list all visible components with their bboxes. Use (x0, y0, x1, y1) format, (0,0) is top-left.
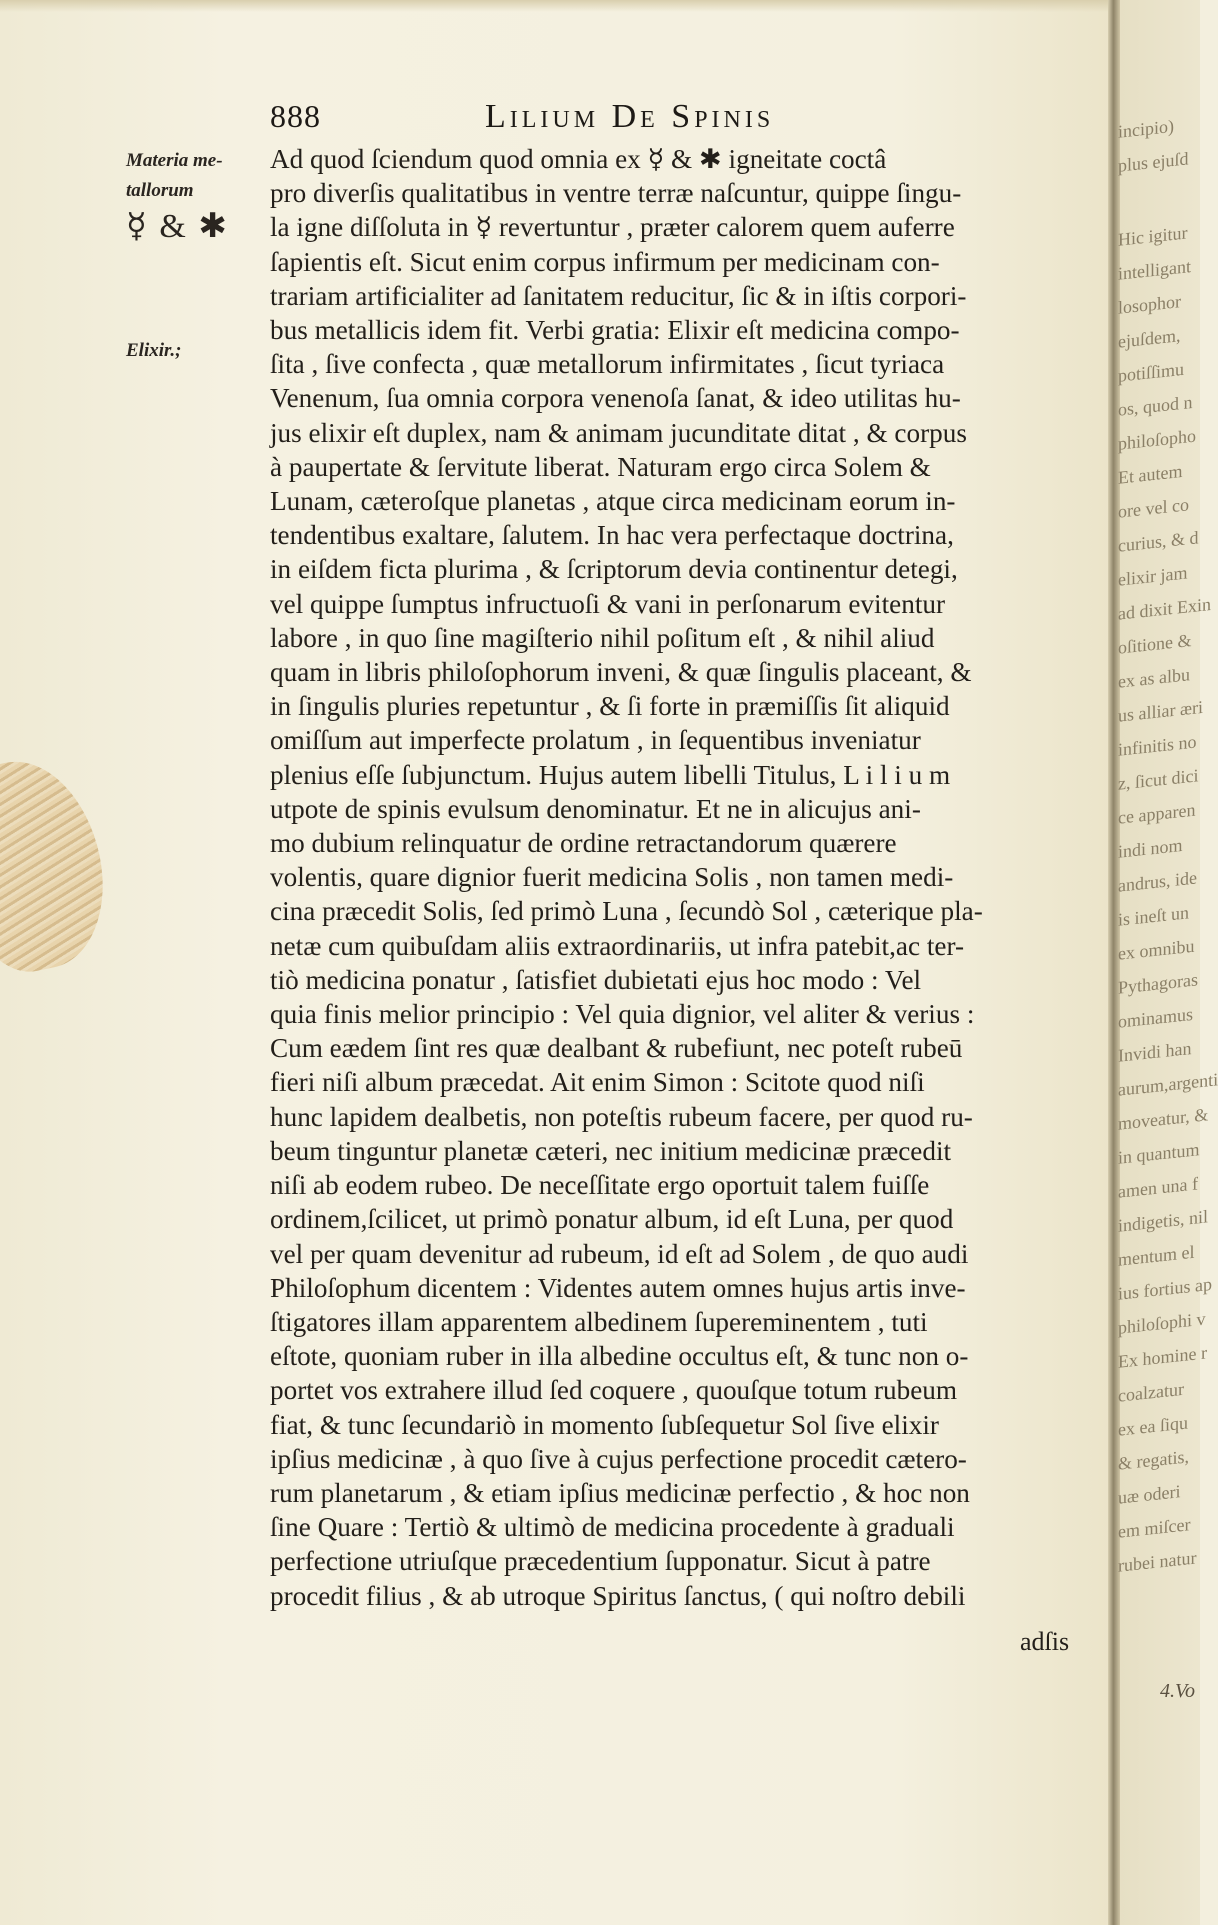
text-line: tiò medicina ponatur , ſatisfiet dubietati ejus hoc modo : Vel (270, 964, 922, 995)
bleed-line: ex as albu (1118, 664, 1190, 692)
bleed-line: aurum,argenti (1118, 1069, 1218, 1100)
bleed-line: ore vel co (1118, 494, 1189, 522)
bleed-line: ex ea ſiqu (1118, 1412, 1188, 1440)
margin-note-elixir: Elixir.; (126, 340, 182, 361)
bleed-line: is ineſt un (1118, 902, 1189, 930)
text-line: Philoſophum dicentem : Videntes autem omnes hujus artis inve- (270, 1272, 966, 1303)
bleed-line: philoſophi v (1118, 1308, 1206, 1338)
margin-note-materia: Materia me- (126, 150, 223, 171)
adjacent-page-text (1118, 110, 1218, 1578)
bleed-line: losophor (1118, 291, 1181, 318)
page-top-shadow (0, 0, 1115, 12)
text-line: pro diverſis qualitatibus in ventre terræ naſcuntur, quippe ſingu- (270, 178, 962, 209)
bleed-line: oſitione & (1118, 630, 1192, 658)
bleed-line: Pythagoras (1118, 969, 1198, 998)
margin-note-symbols: ☿ & ✱ (126, 208, 229, 245)
page-number: 888 (270, 98, 321, 134)
bleed-line: rubei natur (1118, 1547, 1197, 1576)
text-line: eſtote, quoniam ruber in illa albedine occultus eſt, & tunc non o- (270, 1341, 969, 1372)
bleed-line: intelligant (1118, 256, 1191, 284)
text-line: niſi ab eodem rubeo. De neceſſitate ergo oportuit talem fuiſſe (270, 1170, 930, 1201)
bleed-line: Et autem (1118, 460, 1183, 488)
bleed-line: ominamus (1118, 1003, 1193, 1032)
text-line: vel per quam devenitur ad rubeum, id eſt ad Solem , de quo audi (270, 1238, 969, 1269)
bleed-line: potiſſimu (1118, 358, 1185, 386)
bleed-line: ce apparen (1118, 799, 1196, 828)
text-line: Ad quod ſciendum quod omnia ex ☿ & ✱ igneitate coctâ (270, 144, 887, 174)
text-line: rum planetarum , & etiam ipſius medicinæ perfectio , & hoc non (270, 1477, 970, 1508)
text-line: labore , in quo ſine magiſterio nihil poſitum eſt , & nihil aliud (270, 622, 935, 653)
bleed-line: uæ oderi (1118, 1481, 1181, 1508)
bleed-line: infinitis no (1118, 731, 1197, 760)
text-line: ſita , ſive confecta , quæ metallorum infirmitates , ſicut tyriaca (270, 349, 945, 380)
adjacent-page-signature: 4.Vo (1160, 1680, 1195, 1702)
text-line: ſapientis eſt. Sicut enim corpus infirmum per medicinam con- (270, 246, 940, 277)
text-line: tendentibus exaltare, ſalutem. In hac vera perfectaque doctrina, (270, 520, 954, 551)
text-line: trariam artificialiter ad ſanitatem reducitur, ſic & in iſtis corpori- (270, 280, 967, 311)
bleed-line: andrus, ide (1118, 867, 1197, 896)
bleed-line: philoſopho (1118, 425, 1197, 454)
bleed-line: os, quod n (1118, 391, 1193, 420)
bleed-line: coalzatur (1118, 1378, 1184, 1406)
text-line: cina præcedit Solis, ſed primò Luna , ſecundò Sol , cæterique pla- (270, 896, 983, 927)
bleed-line: indi nom (1118, 834, 1183, 862)
text-line: ſtigatores illam apparentem albedinem ſupereminentem , tuti (270, 1306, 928, 1337)
bleed-line: moveatur, & (1118, 1104, 1209, 1134)
bleed-line: in quantum (1118, 1139, 1200, 1168)
text-line: ipſius medicinæ , à quo ſive à cujus perfectione procedit cætero- (270, 1443, 967, 1474)
bleed-line: amen una f (1118, 1173, 1198, 1202)
bleed-line: ad dixit Exin (1118, 593, 1211, 624)
text-line: beum tinguntur planetæ cæteri, nec initium medicinæ præcedit (270, 1135, 952, 1166)
bleed-line: ejuſdem, (1118, 325, 1181, 352)
text-line: utpote de spinis evulsum denominatur. Et ne in alicujus ani- (270, 793, 921, 824)
catchword: adſis (1020, 1627, 1070, 1656)
bleed-line: Ex homine r (1118, 1342, 1207, 1372)
margin-notes (126, 146, 266, 361)
text-line: perfectione utriuſque præcedentium ſupponatur. Sicut à patre (270, 1546, 931, 1577)
page-header (270, 98, 1080, 142)
text-line: Venenum, ſua omnia corpora venenoſa ſanat, & ideo utilitas hu- (270, 383, 961, 414)
text-line: netæ cum quibuſdam aliis extraordinariis, ut infra patebit,ac ter- (270, 930, 965, 961)
bleed-line: & regatis, (1118, 1446, 1189, 1474)
bleed-line: em miſcer (1118, 1514, 1191, 1542)
bleed-line: Invidi han (1118, 1038, 1192, 1066)
text-line: jus elixir eſt duplex, nam & animam jucunditate ditat , & corpus (270, 417, 967, 448)
text-line: quia finis melior principio : Vel quia dignior, vel aliter & verius : (270, 999, 975, 1030)
text-line: ſine Quare : Tertiò & ultimò de medicina procedente à graduali (270, 1512, 955, 1543)
text-line: vel quippe ſumptus infructuoſi & vani in perſonarum evitentur (270, 588, 946, 619)
text-line: in ſingulis pluries repetuntur , & ſi forte in præmiſſis ſit aliquid (270, 691, 950, 722)
text-line: à paupertate & ſervitute liberat. Naturam ergo circa Solem & (270, 451, 931, 482)
text-line: portet vos extrahere illud ſed coquere , quouſque totum rubeum (270, 1375, 958, 1406)
running-title: Lilium De Spinis (485, 98, 775, 135)
bleed-line: mentum el (1118, 1241, 1195, 1270)
bleed-line: z, ſicut dici (1118, 765, 1199, 794)
text-line: quam in libris philoſophorum inveni, & quæ ſingulis placeant, & (270, 657, 972, 688)
text-line: mo dubium relinquatur de ordine retractandorum quærere (270, 828, 897, 859)
bleed-line: curius, & d (1118, 527, 1199, 556)
text-line: Cum eædem ſint res quæ dealbant & rubefiunt, nec poteſt rubeū (270, 1033, 963, 1064)
text-line: hunc lapidem dealbetis, non poteſtis rubeum facere, per quod ru- (270, 1101, 973, 1132)
text-line: ordinem,ſcilicet, ut primò ponatur album, id eſt Luna, per quod (270, 1204, 954, 1235)
text-line: in eiſdem ficta plurima , & ſcriptorum devia continentur detegi, (270, 554, 958, 585)
text-line: volentis, quare dignior fuerit medicina Solis , non tamen medi- (270, 862, 954, 893)
text-line: Lunam, cæteroſque planetas , atque circa medicinam eorum in- (270, 486, 956, 517)
text-line: fiat, & tunc ſecundariò in momento ſubſequetur Sol ſive elixir (270, 1409, 939, 1440)
bleed-line: indigetis, nil (1118, 1206, 1208, 1236)
bleed-line: Hic igitur (1118, 222, 1188, 250)
bleed-line: elixir jam (1118, 562, 1188, 590)
text-line: procedit filius , & ab utroque Spiritus ſanctus, ( qui noſtro debili (270, 1580, 966, 1611)
text-line: fieri niſi album præcedat. Ait enim Simon : Scitote quod niſi (270, 1067, 925, 1098)
bleed-line: ius fortius ap (1118, 1273, 1212, 1304)
text-line: omiſſum aut imperfecte prolatum , in ſequentibus inveniatur (270, 725, 921, 756)
text-line: la igne diſſoluta in ☿ revertuntur , præter calorem quem auferre (270, 212, 955, 243)
margin-note-metallorum: tallorum (126, 180, 194, 201)
bleed-line: plus ejuſd (1118, 148, 1189, 176)
bleed-line: ex omnibu (1118, 935, 1195, 964)
text-line: plenius eſſe ſubjunctum. Hujus autem libelli Titulus, L i l i u m (270, 759, 951, 790)
bleed-line: us alliar æri (1118, 696, 1203, 726)
text-line: bus metallicis idem fit. Verbi gratia: Elixir eſt medicina compo- (270, 315, 960, 346)
bleed-line: incipio) (1118, 115, 1174, 142)
body-text (270, 142, 1080, 1613)
